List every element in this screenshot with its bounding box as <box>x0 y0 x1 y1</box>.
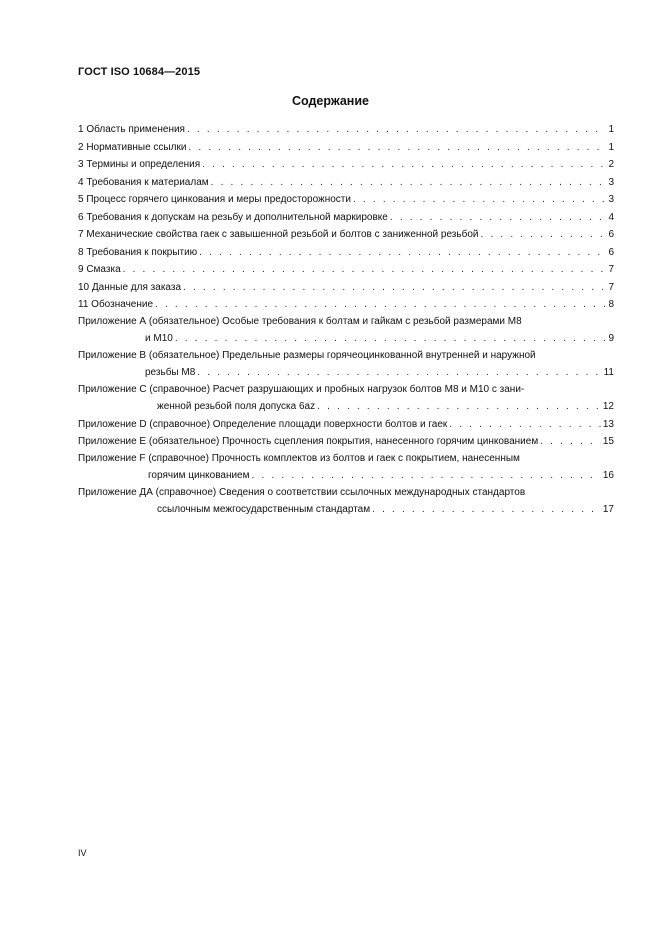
toc-entry-label: 6 Требования к допускам на резьбу и дополнительной маркировке <box>78 211 388 223</box>
toc-appendix-f[interactable] <box>78 451 614 485</box>
appendix-da-page: 17 <box>602 504 614 515</box>
toc-entry[interactable] <box>78 209 614 227</box>
appendix-f-title: Приложение F (справочное) Прочность комплектов из болтов и гаек с покрытием, нанесенным <box>78 452 520 464</box>
appendix-f-title-cont: горячим цинкованием <box>148 470 250 481</box>
appendix-a-page: 9 <box>608 333 614 344</box>
toc-appendix-da[interactable] <box>78 485 614 519</box>
dot-leader <box>540 433 601 451</box>
toc-entry-page: 8 <box>608 299 614 310</box>
appendix-a-title: Приложение А (обязательное) Особые требования к болтам и гайкам с резьбой размерами М8 <box>78 315 522 327</box>
toc-entry-label: 7 Механические свойства гаек с завышенной резьбой и болтов с заниженной резьбой <box>78 229 479 240</box>
appendix-e-page: 15 <box>602 436 614 447</box>
appendix-b-title: Приложение В (обязательное) Предельные размеры горячеоцинкованной внутренней и наружной <box>78 349 536 361</box>
toc-entry-page: 6 <box>608 246 614 258</box>
toc-entry-label: 4 Требования к материалам <box>78 176 209 188</box>
dot-leader <box>199 244 606 262</box>
dot-leader <box>449 416 601 434</box>
toc-appendix-b[interactable] <box>78 348 614 382</box>
dot-leader <box>123 261 607 279</box>
toc-entry[interactable] <box>78 296 614 314</box>
appendix-e-title: Приложение Е (обязательное) Прочность сцепления покрытия, нанесенного горячим цинкованием <box>78 436 539 447</box>
dot-leader <box>202 156 606 174</box>
appendix-d-title: Приложение D (справочное) Определение площади поверхности болтов и гаек <box>78 418 448 430</box>
dot-leader <box>252 467 601 485</box>
dot-leader <box>211 174 607 192</box>
appendix-c-page: 12 <box>602 401 614 412</box>
dot-leader <box>155 296 606 314</box>
toc-entry[interactable] <box>78 191 614 209</box>
toc-entry-page: 4 <box>608 211 614 223</box>
toc-entry-page: 1 <box>608 141 614 153</box>
toc-title: Содержание <box>291 94 369 108</box>
dot-leader <box>317 398 601 416</box>
toc-entry-label: 10 Данные для заказа <box>78 281 182 293</box>
appendix-da-title-cont: ссылочным межгосударственным стандартам <box>157 504 371 515</box>
toc-entry[interactable] <box>78 244 614 262</box>
toc-entry[interactable] <box>78 139 614 157</box>
toc-entry-label: 8 Требования к покрытию <box>78 246 198 258</box>
toc-entry[interactable] <box>78 279 614 297</box>
toc-entry-label: 3 Термины и определения <box>78 159 201 170</box>
appendix-b-cont <box>78 364 614 382</box>
dot-leader <box>353 191 606 209</box>
document-header: ГОСТ ISO 10684—2015 <box>78 66 201 78</box>
dot-leader <box>372 501 601 519</box>
toc-entry[interactable] <box>78 121 614 139</box>
toc-entry-page: 7 <box>608 264 614 275</box>
dot-leader <box>188 139 606 157</box>
toc-entry-label: 9 Смазка <box>78 264 121 275</box>
dot-leader <box>175 330 607 348</box>
toc-entry[interactable] <box>78 174 614 192</box>
toc-entry-label: 5 Процесс горячего цинкования и меры предосторожности <box>78 194 351 205</box>
toc-entry-page: 3 <box>608 176 614 188</box>
appendix-a-cont <box>78 330 614 348</box>
toc-entry-page: 3 <box>608 194 614 205</box>
appendix-da-title: Приложение ДА (справочное) Сведения о соответствии ссылочных международных стандартов <box>78 486 526 498</box>
toc-entry[interactable] <box>78 226 614 244</box>
toc-entry-label: 11 Обозначение <box>78 299 154 310</box>
toc-entry[interactable] <box>78 261 614 279</box>
toc-entry-label: 1 Область применения <box>78 124 185 135</box>
appendix-c-title-cont: женной резьбой поля допуска 6az <box>157 401 316 412</box>
appendix-b-title-cont: резьбы М8 <box>145 367 196 378</box>
dot-leader <box>390 209 607 227</box>
toc-appendix-d[interactable] <box>78 416 614 434</box>
toc-entry-label: 2 Нормативные ссылки <box>78 141 187 153</box>
appendix-c-title: Приложение С (справочное) Расчет разрушающих и пробных нагрузок болтов М8 и М10 с зани- <box>78 383 525 395</box>
page-number: IV <box>78 848 87 858</box>
appendix-b-page: 11 <box>603 367 614 378</box>
toc-entry-page: 2 <box>608 159 614 170</box>
appendix-f-cont <box>78 467 614 485</box>
dot-leader <box>197 364 601 382</box>
appendix-c-cont <box>78 398 614 416</box>
toc-entry-page: 6 <box>608 229 614 240</box>
toc-appendix-a[interactable] <box>78 314 614 348</box>
appendix-a-title-cont: и М10 <box>145 333 173 344</box>
appendix-da-cont <box>78 501 614 519</box>
toc-entry-page: 7 <box>608 281 614 293</box>
dot-leader <box>187 121 606 139</box>
toc-entry[interactable] <box>78 156 614 174</box>
appendix-f-page: 16 <box>602 470 614 481</box>
toc-appendix-c[interactable] <box>78 382 614 416</box>
dot-leader <box>183 279 606 297</box>
dot-leader <box>480 226 606 244</box>
appendix-d-page: 13 <box>602 418 614 430</box>
toc-entry-page: 1 <box>608 124 614 135</box>
toc-appendix-e[interactable] <box>78 433 614 451</box>
table-of-contents <box>78 121 614 519</box>
